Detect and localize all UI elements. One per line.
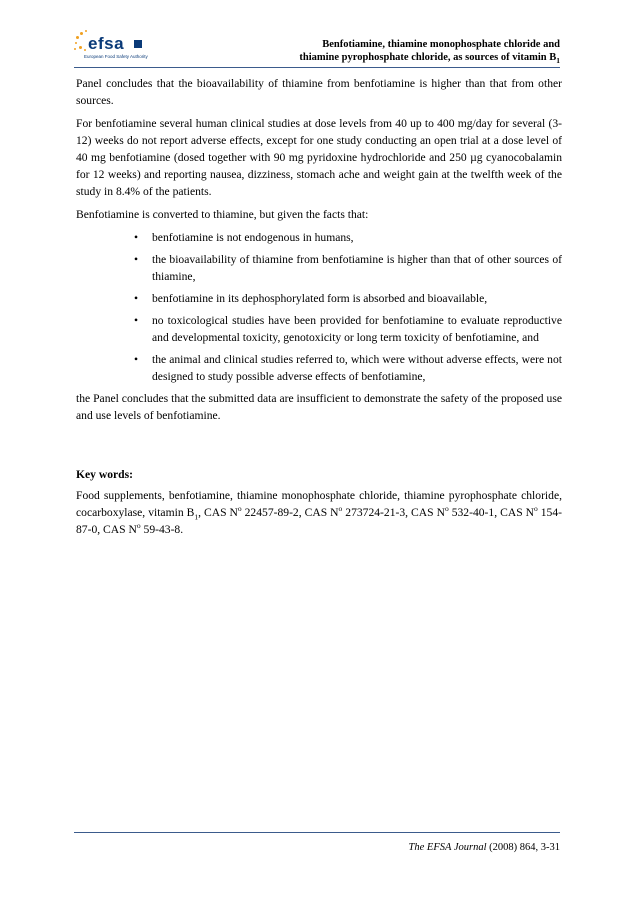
header-line-2: thiamine pyrophosphate chloride, as sources of vitamin $B_1$	[299, 52, 560, 66]
journal-name: The EFSA Journal	[408, 842, 487, 853]
footer-rule	[74, 832, 560, 833]
list-item: • benfotiamine is not endogenous in humans,	[134, 231, 354, 244]
efsa-logo	[74, 30, 158, 66]
page-footer	[409, 842, 560, 853]
list-item: • the animal and clinical studies referred to, which were without adverse effects, were not designed to study possible adverse effects of benfotiamine,	[134, 353, 562, 383]
paragraph-1: Panel concludes that the bioavailability of thiamine from benfotiamine is higher than that from other sources.	[76, 77, 562, 107]
list-item: • benfotiamine in its dephosphorylated form is absorbed and bioavailable,	[134, 292, 488, 305]
keywords-text: Food supplements, benfotiamine, thiamine monophosphate chloride, thiamine pyrophosphate chloride, cocarboxylase, vitamin $B_1$, CAS $N^o$ 22457-89-2, CAS $N^o$ 273724-21-3, CAS $N^o$ 532-40-1, CAS $N^o$ 154-87-0, CAS $N^o$ 59-43-8.	[76, 489, 563, 536]
paragraph-3: Benfotiamine is converted to thiamine, but given the facts that:	[76, 208, 369, 221]
main-text	[76, 75, 562, 544]
keywords-heading: Key words:	[76, 468, 133, 481]
citation: (2008) 864, 3-31	[486, 842, 560, 853]
logo-subtitle: European Food Safety Authority	[84, 54, 148, 59]
running-header	[299, 38, 560, 64]
header-rule	[74, 67, 560, 68]
logo-square	[134, 40, 142, 48]
header-line-1: Benfotiamine, thiamine monophosphate chloride and	[322, 39, 560, 50]
logo-wordmark: efsa	[88, 34, 125, 53]
bullet-list	[76, 229, 562, 385]
paragraph-2: For benfotiamine several human clinical studies at dose levels from 40 up to 400 mg/day for several (3-12) weeks do not report adverse effects, except for one study conducting an open trial at a dose level of 40 mg benfotiamine (dosed together with 90 mg pyridoxine hydrochloride and 250 µg cyanocobalamin for 12 weeks) and reporting nausea, dizziness, stomach ache and weight gain at the twelfth week of the study in 8.4% of the patients.	[76, 117, 562, 198]
paragraph-4: the Panel concludes that the submitted data are insufficient to demonstrate the safety of the proposed use and use levels of benfotiamine.	[76, 392, 562, 422]
list-item: • the bioavailability of thiamine from benfotiamine is higher than that of other sources of thiamine,	[134, 253, 562, 283]
list-item: • no toxicological studies have been provided for benfotiamine to evaluate reproductive and developmental toxicity, genotoxicity or long term toxicity of benfotiamine, and	[134, 314, 562, 344]
